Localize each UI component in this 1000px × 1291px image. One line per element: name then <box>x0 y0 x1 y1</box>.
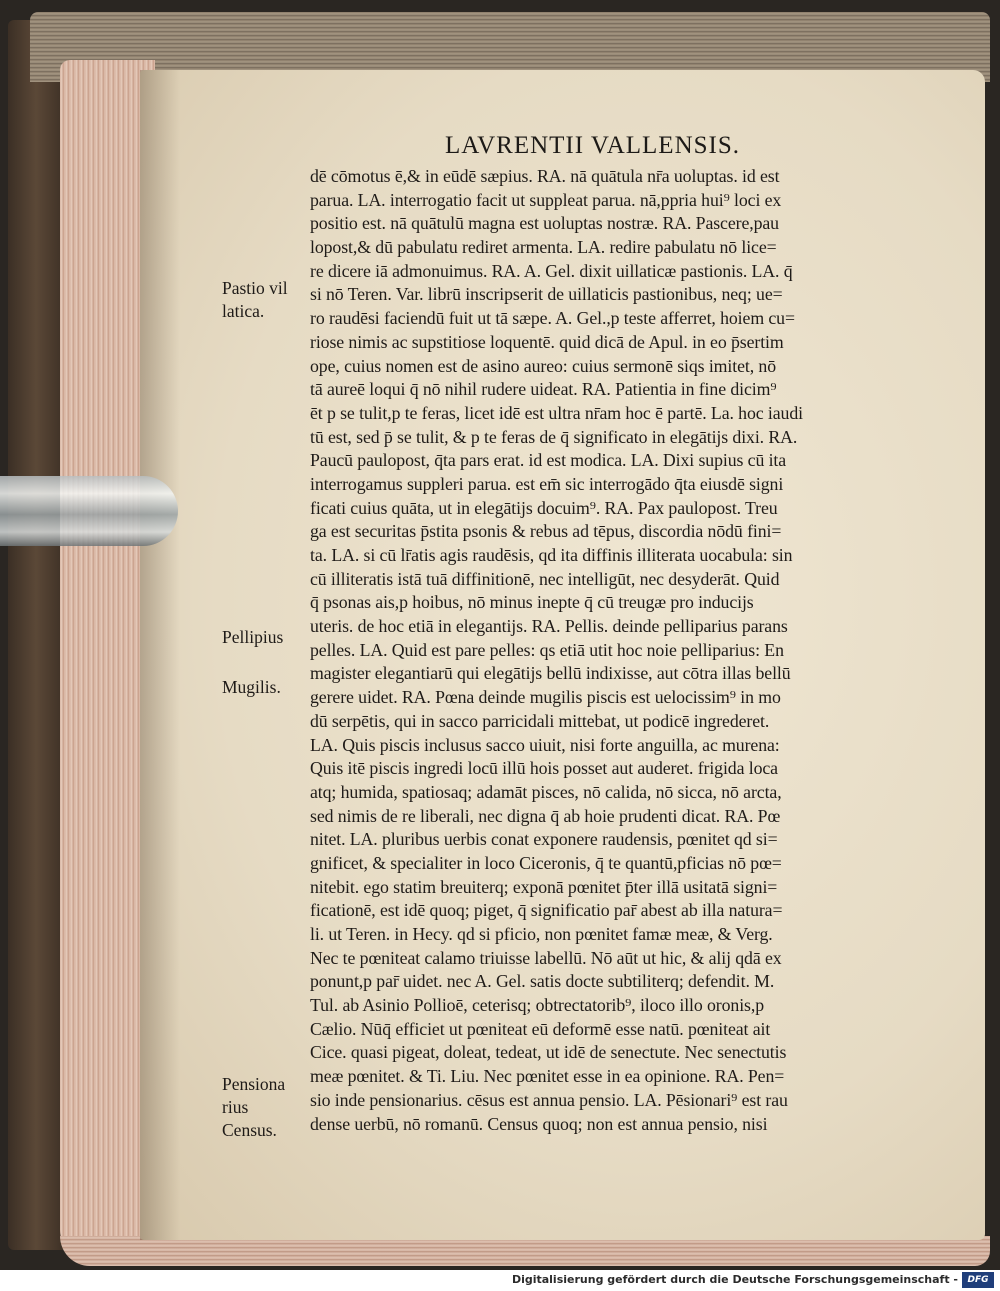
text-line: ga est securitas p̄stita psonis & rebus ad tēpus, discordia nōdū fini= <box>310 521 782 542</box>
text-line: positio est. nā quātulū magna est uoluptas nostræ. RA. Pascere,pau <box>310 213 779 234</box>
main-text-block <box>310 165 910 1136</box>
text-line: Quis itē piscis ingredi locū illū hois posset aut auderet. frigida loca <box>310 758 778 779</box>
text-line: dū serpētis, qui in sacco parricidali mittebat, ut podicē ingrederet. <box>310 710 770 731</box>
text-line: magister elegantiarū qui elegātijs bellū indixisse, aut cōtra illas bellū <box>310 663 791 684</box>
text-line: ficati cuius quāta, ut in elegātijs docuim⁹. RA. Pax paulopost. Treu <box>310 497 778 518</box>
text-line: nitebit. ego statim breuiterq; exponā pœnitet p̄ter illā usitatā signi= <box>310 876 778 897</box>
text-line: dē cōmotus ē,& in eūdē sæpius. RA. nā quātula nr̄a uoluptas. id est <box>310 166 780 186</box>
text-line: parua. LA. interrogatio facit ut suppleat parua. nā,ppria hui⁹ loci ex <box>310 189 782 210</box>
margin-note-line: Pellipius <box>222 627 284 647</box>
text-line: re dicere iā admonuimus. RA. A. Gel. dixit uillaticæ pastionis. LA. q̄ <box>310 260 793 281</box>
text-line: interrogamus suppleri parua. est em̄ sic interrogādo q̄ta eiusdē signi <box>310 473 784 494</box>
text-line: Nec te pœniteat calamo triuisse labellū. Nō aūt ut hic, & alij qdā ex <box>310 947 782 968</box>
text-line: tū est, sed p̄ se tulit, & p te feras de q̄ significato in elegātijs dixi. RA. <box>310 426 798 447</box>
text-line: atq; humida, spatiosaq; adamāt pisces, nō calida, nō sicca, nō arcta, <box>310 781 782 802</box>
text-line: ta. LA. si cū lr̄atis agis raudēsis, qd ita diffinis illiterata uocabula: sin <box>310 545 793 565</box>
text-line: cū illiteratis istā tuā diffinitionē, nec intelligūt, nec desyderāt. Quid <box>310 568 780 589</box>
text-line: uteris. de hoc etiā in elegantijs. RA. Pellis. deinde pelliparius parans <box>310 616 788 637</box>
text-line: ēt p se tulit,p te feras, licet idē est ultra nr̄am hoc ē partē. La. hoc iaudi <box>310 402 803 423</box>
running-head: LAVRENTII VALLENSIS. <box>445 132 741 159</box>
margin-note-pensionarius <box>222 1073 285 1142</box>
text-line: Paucū paulopost, q̄ta pars erat. id est modica. LA. Dixi supius cū ita <box>310 450 787 471</box>
footer-bar <box>0 1270 1000 1291</box>
page-holder-clip <box>0 470 178 556</box>
text-line: LA. Quis piscis inclusus sacco uiuit, nisi forte anguilla, ac murena: <box>310 734 780 755</box>
text-line: pelles. LA. Quid est pare pelles: qs etiā utit hoc noie pelliparius: En <box>310 639 784 660</box>
clip-rod <box>0 476 178 546</box>
text-line: nitet. LA. pluribus uerbis conat exponere raudensis, pœnitet qd si= <box>310 829 778 850</box>
text-line: Tul. ab Asinio Pollioē, ceterisq; obtrectatorib⁹, iloco illo oronis,p <box>310 995 764 1016</box>
gutter-shadow <box>140 70 180 1240</box>
text-line: gnificet, & specialiter in loco Ciceronis, q̄ te quantū,pficias nō pœ= <box>310 852 782 873</box>
margin-note-mugilis <box>222 676 281 699</box>
text-line: ponunt,p par̄ uidet. nec A. Gel. satis docte subtiliterq; defendit. M. <box>310 971 775 992</box>
text-line: tā aureē loqui q̄ nō nihil rudere uideat. RA. Patientia in fine dicim⁹ <box>310 379 777 400</box>
text-line: sio inde pensionarius. cēsus est annua pensio. LA. Pēsionari⁹ est rau <box>310 1089 788 1110</box>
footer-credit: Digitalisierung gefördert durch die Deutsche Forschungsgemeinschaft - <box>511 1273 958 1286</box>
text-line: si nō Teren. Var. librū inscripserit de uillaticis pastionibus, neq; ue= <box>310 284 783 305</box>
text-line: sed nimis de re liberali, nec digna q̄ ab hoie prudenti dicat. RA. Pœ <box>310 805 781 826</box>
text-line: lopost,& dū pabulatu rediret armenta. LA. redire pabulatu nō lice= <box>310 237 777 258</box>
text-line: ope, cuius nomen est de asino aureo: cuius sermonē siqs imitet, nō <box>310 355 776 376</box>
text-line: dense uerbū, nō romanū. Census quoq; non est annua pensio, nisi <box>310 1113 768 1134</box>
text-line: meæ pœnitet. & Ti. Liu. Nec pœnitet esse in ea opinione. RA. Pen= <box>310 1066 785 1087</box>
text-line: Cice. quasi pigeat, doleat, tedeat, ut idē de senectute. Nec senectutis <box>310 1042 787 1063</box>
page-block-bottom-edge <box>60 1236 990 1266</box>
dfg-logo-label: DFG <box>967 1275 989 1285</box>
text-line: q̄ psonas ais,p hoibus, nō minus inepte q̄ cū treugæ pro inducijs <box>310 592 754 613</box>
margin-note-line: Mugilis. <box>222 677 281 697</box>
margin-note-line: latica. <box>222 301 265 321</box>
margin-note-pastio <box>222 277 288 323</box>
text-line: gerere uidet. RA. Pœna deinde mugilis piscis est uelocissim⁹ in mo <box>310 687 781 708</box>
margin-note-line: rius <box>222 1097 249 1117</box>
margin-note-line: Pensiona <box>222 1074 286 1094</box>
dfg-logo-icon <box>962 1272 994 1288</box>
text-line: ro raudēsi faciendū fuit ut tā sæpe. A. Gel.,p teste afferret, hoiem cu= <box>310 308 795 329</box>
text-line: riose nimis ac supstitiose loquentē. quid dicā de Apul. in eo p̄sertim <box>310 331 784 352</box>
margin-note-pellipius <box>222 626 283 649</box>
text-line: ficationē, est idē quoq; piget, q̄ significatio par̄ abest ab illa natura= <box>310 900 783 921</box>
text-line: Cælio. Nūq̄ efficiet ut pœniteat eū deformē esse natū. pœniteat ait <box>310 1018 771 1039</box>
text-line: li. ut Teren. in Hecy. qd si pficio, non pœnitet famæ meæ, & Verg. <box>310 924 773 944</box>
margin-note-line: Census. <box>222 1120 277 1140</box>
margin-note-line: Pastio vil <box>222 278 288 298</box>
